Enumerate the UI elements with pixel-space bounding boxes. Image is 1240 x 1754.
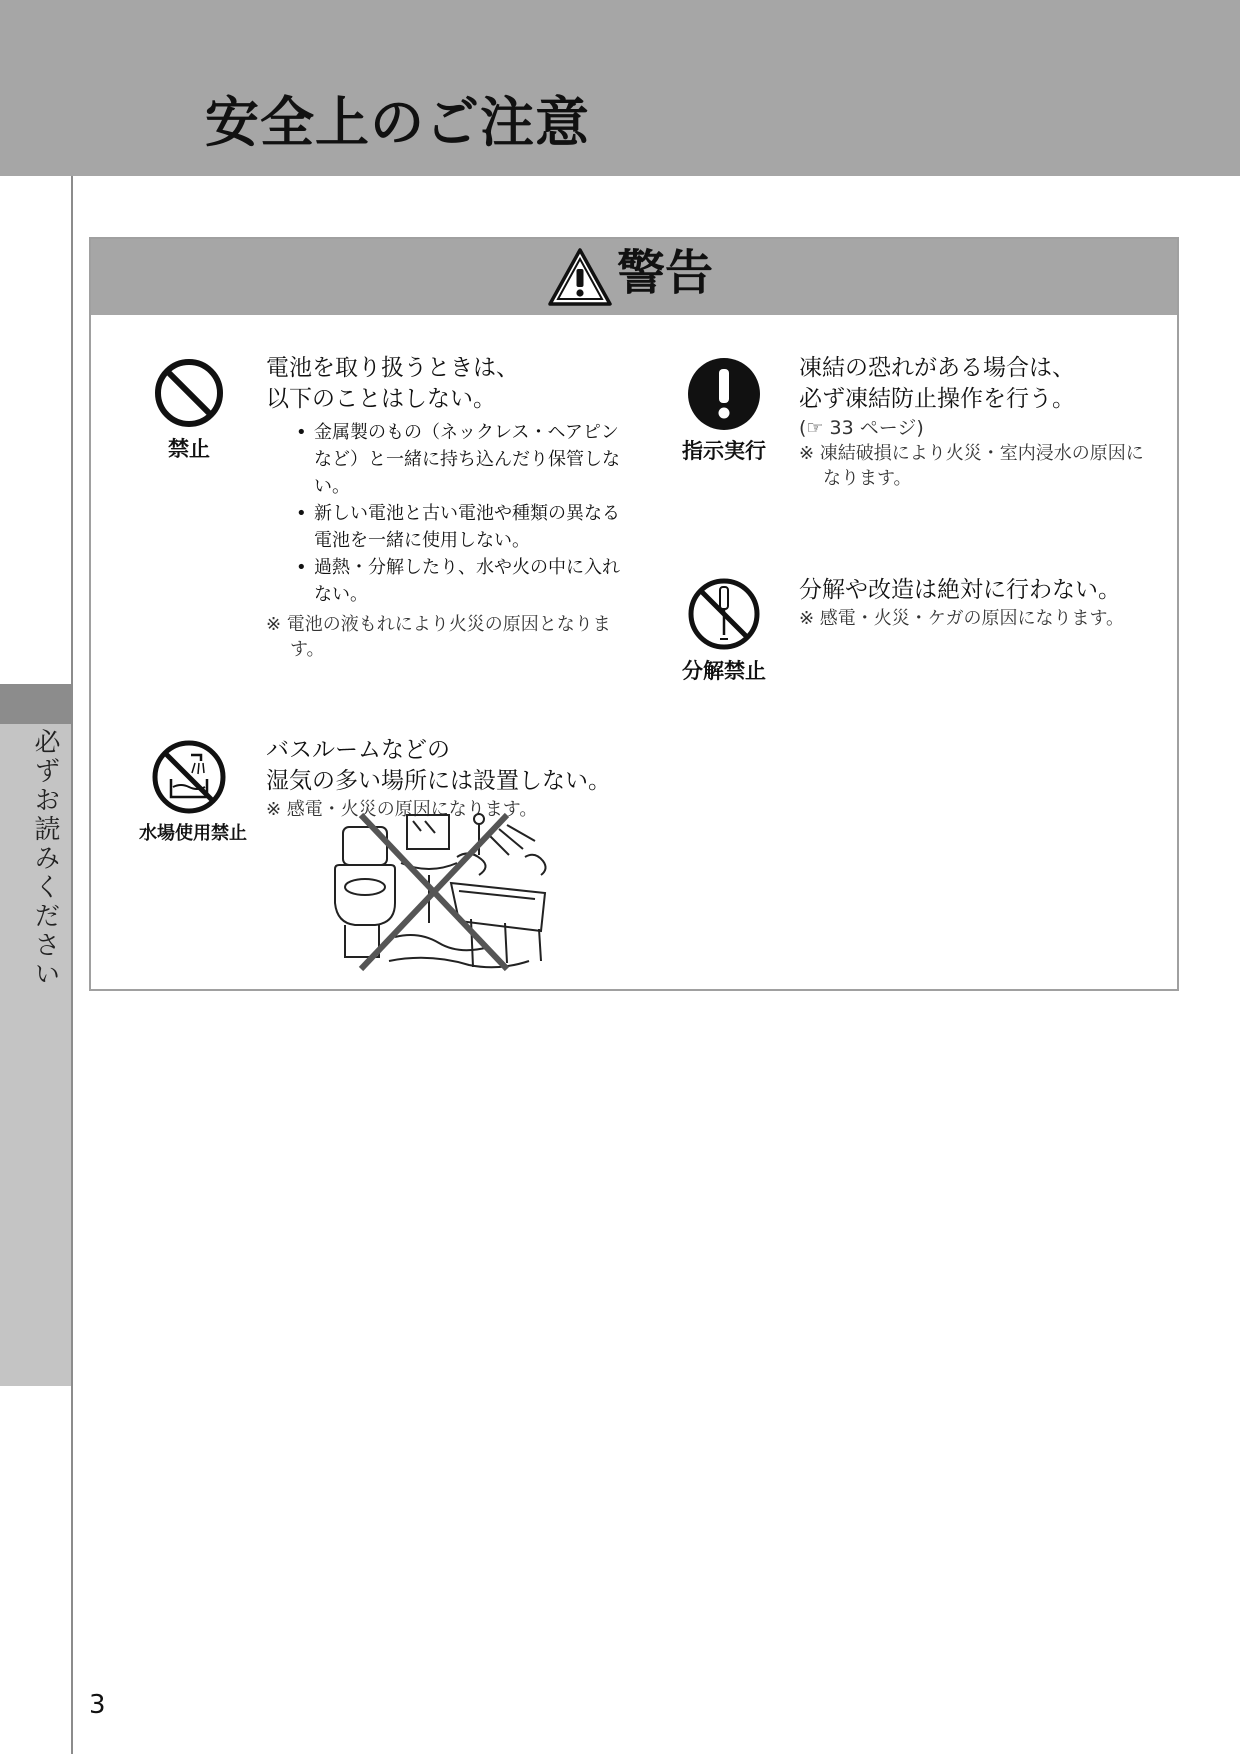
side-tab-cap [0,684,71,724]
item-heading-line: 必ず凍結防止操作を行う。 [799,386,1075,412]
header-band [0,0,1240,176]
item-heading-line: 電池を取り扱うときは、 [266,355,519,381]
item-note: ※ 電池の液もれにより火災の原因となります。 [266,614,611,660]
bullet-item: • 過熱・分解したり、水や火の中に入れない。 [296,554,626,608]
prohibition-icon [153,357,225,429]
warning-item-battery [266,353,626,662]
icon-label: 指示実行 [682,439,766,463]
icon-label: 分解禁止 [682,659,766,683]
no-disassembly-icon [687,577,761,651]
side-tab-label: 必ずお読みください [30,728,60,989]
item-heading-line: 分解や改造は絶対に行わない。 [799,577,1121,603]
warning-triangle-icon [547,247,613,307]
no-wet-area-icon-group [139,739,247,845]
page-reference: (☞ 33 ページ) [799,417,924,439]
item-note: ※ 凍結破損により火災・室内浸水の原因になります。 [799,443,1144,489]
bullet-item: • 新しい電池と古い電池や種類の異なる電池を一緒に使用しない。 [296,500,626,554]
item-heading-line: バスルームなどの [266,737,450,763]
icon-label: 水場使用禁止 [139,823,247,844]
no-disassembly-icon-group [674,577,774,685]
page-title: 安全上のご注意 [205,91,590,154]
warning-item-disassembly [799,575,1159,631]
bathroom-illustration [329,811,557,973]
mandatory-action-icon-group [674,357,774,465]
item-note: ※ 感電・火災・ケガの原因になります。 [799,608,1125,629]
item-heading-line: 以下のことはしない。 [266,386,496,412]
warning-item-wet-area [266,735,666,822]
mandatory-action-icon [687,357,761,431]
bullet-list [296,419,626,608]
no-wet-area-icon [151,739,227,815]
item-heading-line: 凍結の恐れがある場合は、 [799,355,1075,381]
icon-label: 禁止 [168,437,210,461]
margin-divider-line [71,176,73,1754]
item-heading-line: 湿気の多い場所には設置しない。 [266,768,611,794]
warning-header [91,239,1177,315]
bullet-item: • 金属製のもの（ネックレス・ヘアピンなど）と一緒に持ち込んだり保管しない。 [296,419,626,500]
warning-label: 警告 [617,245,714,301]
prohibition-icon-group [146,357,232,463]
item-note: ※ 感電・火災の原因になります。 [266,799,538,820]
warning-box [89,237,1179,991]
warning-item-freezing [799,353,1159,491]
page-number: 3 [89,1690,106,1720]
